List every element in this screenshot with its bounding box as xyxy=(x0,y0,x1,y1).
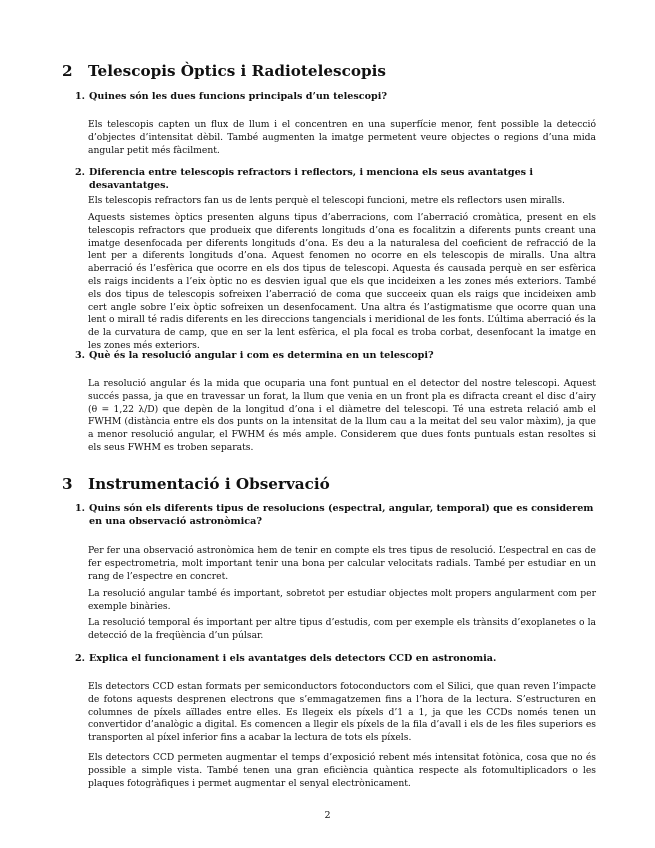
question-number: 1. xyxy=(75,91,86,102)
answer-paragraph: Els telescopis refractors fan us de lents perquè el telescopi funcioni, metre els reflectors usen miralls. xyxy=(88,195,565,206)
question-number: 3. xyxy=(75,350,86,361)
question xyxy=(75,90,595,103)
section-heading xyxy=(62,475,330,493)
question-text: Explica el funcionament i els avantatges dels detectors CCD en astronomia. xyxy=(89,653,497,664)
answer-paragraph: Els detectors CCD estan formats per semiconductors fotoconductors com el Silici, que quan reven l’impacte de fotons aquests desprenen electrons que s’emmagatzemen fins a l’hora de la lectura. S’estructuren en columnes de píxels aïllades entre elles. Es llegeix els píxels d’1 a 1, ja que les CCDs només tenen un convertidor d’analògic a digital. Es comencen a llegir els píxels de la fila d’avall i els de les files superiors es transporten al píxel inferior fins a acabar la lectura de tots els píxels. xyxy=(88,681,596,744)
question-text: Diferencia entre telescopis refractors i reflectors, i menciona els seus avantatges i desavantatges. xyxy=(89,167,534,191)
answer-paragraph: La resolució angular és la mida que ocuparia una font puntual en el detector del nostre telescopi. Aquest succés passa, ja que en travessar un forat, la llum que venia en un front pla es difracta creant el disc d’airy (θ = 1,22 λ/D) que depèn de la longitud d’ona i el diàmetre del telescopi. Té una estreta relació amb el FWHM (distància entre els dos punts on la intensitat de la llum cau a la meitat del seu valor màxim), ja que a menor resolució angular, el FWHM és més ample. Considerem que dues fonts puntuals estan resoltes si els seus FWHM es troben separats. xyxy=(88,378,596,453)
section-title: Telescopis Òptics i Radiotelescopis xyxy=(88,62,386,80)
answer-paragraph: La resolució temporal és important per altre tipus d’estudis, com per exemple els trànsits d’exoplanetes o la detecció de la freqüència d’un púlsar. xyxy=(88,617,596,641)
section-number: 2 xyxy=(62,62,73,80)
section-number: 3 xyxy=(62,475,73,493)
question xyxy=(75,652,595,665)
question-number: 1. xyxy=(75,503,86,514)
question-number: 2. xyxy=(75,653,86,664)
question xyxy=(75,502,595,528)
question-number: 2. xyxy=(75,167,86,178)
question-text: Quines són les dues funcions principals d’un telescopi? xyxy=(89,91,388,102)
question xyxy=(75,349,595,362)
question-text: Quins són els diferents tipus de resolucions (espectral, angular, temporal) que es considerem en una observació astronòmica? xyxy=(89,503,594,527)
answer-paragraph: Els detectors CCD permeten augmentar el temps d’exposició rebent més intensitat fotònica, cosa que no és possible a simple vista. També tenen una gran eficiència quàntica respecte als fotomultiplicadors o les plaques fotogràfiques i permet augmentar el senyal electrònicament. xyxy=(88,752,596,789)
section-title: Instrumentació i Observació xyxy=(88,475,330,493)
page-number: 2 xyxy=(324,810,331,821)
answer-paragraph: Els telescopis capten un flux de llum i el concentren en una superfície menor, fent possible la detecció d’objectes d’intensitat dèbil. També augmenten la imatge permetent veure objectes o regions d’una mida angular petit més fàcilment. xyxy=(88,119,596,156)
answer-paragraph: Per fer una observació astronòmica hem de tenir en compte els tres tipus de resolució. L’espectral en cas de fer espectrometria, molt important tenir una bona per calcular velocitats radials. També per estudiar en un rang de l’espectre en concret. xyxy=(88,545,596,582)
answer-paragraph: Aquests sistemes òptics presenten alguns tipus d’aberracions, com l’aberració cromàtica, present en els telescopis refractors que produeix que diferents longituds d’ona es focalitzin a diferents punts creant una imatge desenfocada per diferents longituds d’ona. Es deu a la naturalesa del coeficient de refracció de la lent per a diferents longituds d’ona. Aquest fenomen no ocorre en els telescopis de miralls. Una altra aberració és l’esfèrica que ocorre en els dos tipus de telescopi. Aquesta és causada perquè en ser esfèrica els raigs incidents a l’eix òptic no es desvien igual que els que incideixen a les zones més exteriors. També els dos tipus de telescopis sofreixen l’aberració de coma que succeeix quan els raigs que incideixen amb cert angle sobre l’eix òptic sofreixen un desenfocament. Una altra és l’astigmatisme que ocorre quan una lent o mirall té radis diferents en les direccions tangencials i meridional de les fonts. L’última aberració és la de la curvatura de camp, que en ser la lent esfèrica, el pla focal es troba corbat, desenfocant la imatge en les zones més exteriors. xyxy=(88,212,596,351)
question-text: Què és la resolució angular i com es determina en un telescopi? xyxy=(89,350,434,361)
question xyxy=(75,166,595,192)
section-heading xyxy=(62,62,386,80)
answer-paragraph: La resolució angular també és important, sobretot per estudiar objectes molt propers angularment com per exemple binàries. xyxy=(88,588,596,612)
